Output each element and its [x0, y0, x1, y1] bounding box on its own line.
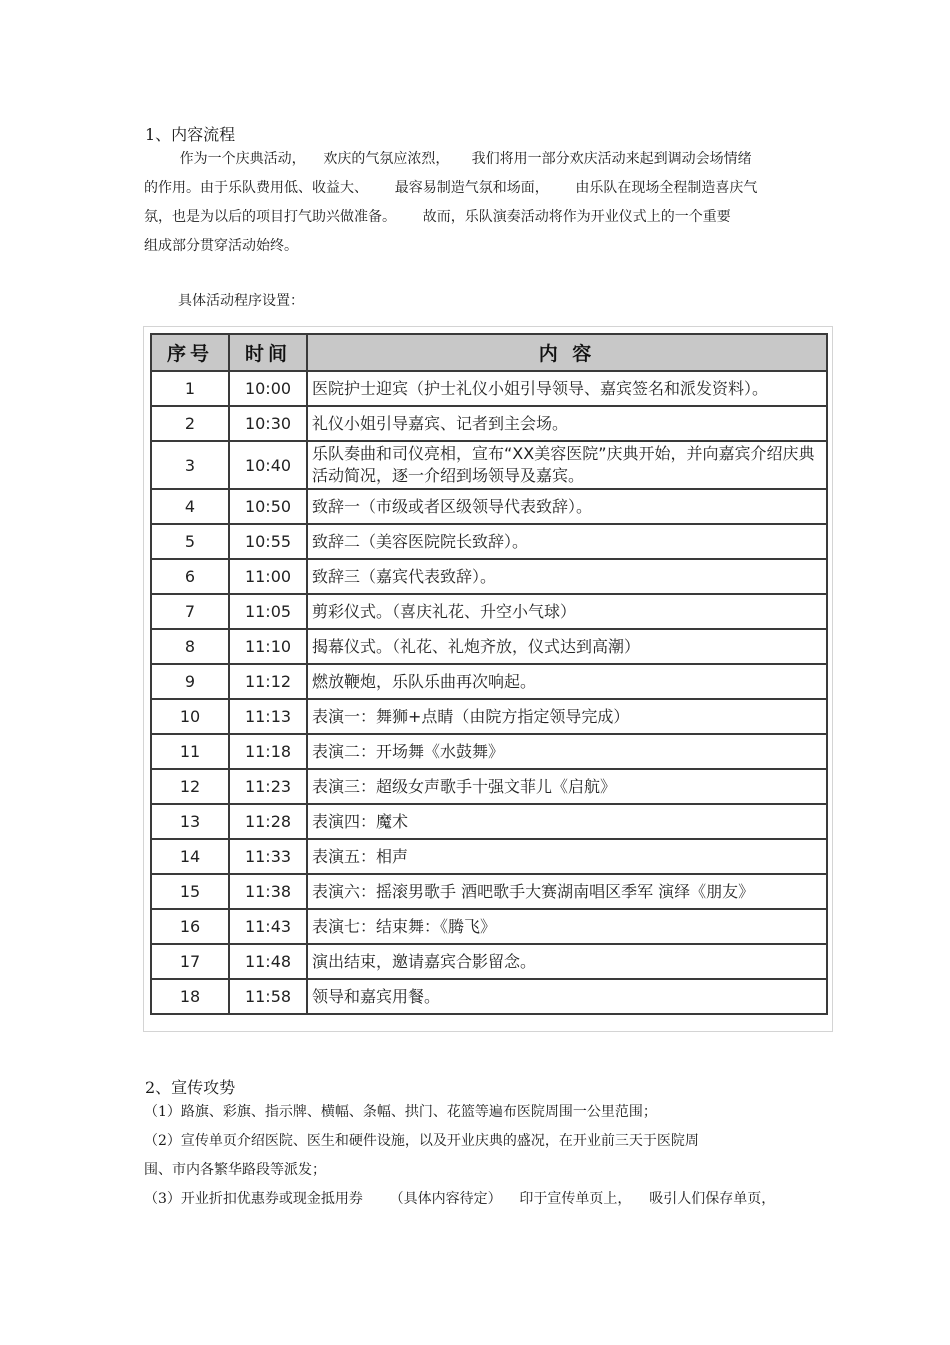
row-content: 医院护士迎宾（护士礼仪小姐引导领导、嘉宾签名和派发资料）。: [307, 371, 827, 406]
row-time: 11:05: [229, 594, 307, 629]
table-row: [151, 371, 827, 406]
row-number: 13: [151, 804, 229, 839]
row-time: 11:38: [229, 874, 307, 909]
paragraph-line: 的作用。由于乐队费用低、收益大、 最容易制造气氛和场面， 由乐队在现场全程制造喜庆气: [144, 180, 758, 196]
row-content: 领导和嘉宾用餐。: [307, 979, 827, 1014]
row-number: 3: [151, 441, 229, 489]
row-number: 2: [151, 406, 229, 441]
table-row: [151, 524, 827, 559]
header-content: 内 容: [307, 334, 827, 371]
row-content: 乐队奏曲和司仪亮相，宣布“XX美容医院”庆典开始，并向嘉宾介绍庆典活动简况，逐一介绍到场领导及嘉宾。: [307, 441, 827, 489]
row-time: 11:12: [229, 664, 307, 699]
section-1-paragraph: [144, 145, 794, 261]
row-content: 表演二：开场舞《水鼓舞》: [307, 734, 827, 769]
row-number: 11: [151, 734, 229, 769]
header-time: 时间: [229, 334, 307, 371]
table-row: [151, 839, 827, 874]
row-number: 7: [151, 594, 229, 629]
row-number: 9: [151, 664, 229, 699]
row-time: 11:48: [229, 944, 307, 979]
row-number: 10: [151, 699, 229, 734]
list-item: （2）宣传单页介绍医院、医生和硬件设施，以及开业庆典的盛况，在开业前三天于医院周: [144, 1133, 699, 1149]
row-number: 17: [151, 944, 229, 979]
table-row: [151, 909, 827, 944]
table-row: [151, 979, 827, 1014]
row-number: 18: [151, 979, 229, 1014]
row-content: 表演四：魔术: [307, 804, 827, 839]
row-time: 11:13: [229, 699, 307, 734]
row-content: 礼仪小姐引导嘉宾、记者到主会场。: [307, 406, 827, 441]
row-content: 致辞一（市级或者区级领导代表致辞）。: [307, 489, 827, 524]
table-row: [151, 559, 827, 594]
section-2-heading: 2、宣传攻势: [145, 1078, 236, 1097]
program-setup-label: 具体活动程序设置：: [178, 293, 304, 309]
row-number: 16: [151, 909, 229, 944]
row-number: 6: [151, 559, 229, 594]
schedule-table-frame: [143, 326, 833, 1032]
row-time: 11:58: [229, 979, 307, 1014]
row-time: 11:10: [229, 629, 307, 664]
row-content: 表演七：结束舞：《腾飞》: [307, 909, 827, 944]
row-content: 表演一：舞狮+点睛（由院方指定领导完成）: [307, 699, 827, 734]
row-number: 4: [151, 489, 229, 524]
row-time: 11:33: [229, 839, 307, 874]
list-item: （3）开业折扣优惠券或现金抵用券 （具体内容待定） 印于宣传单页上， 吸引人们保存单页，: [144, 1191, 776, 1207]
row-time: 11:28: [229, 804, 307, 839]
row-time: 11:43: [229, 909, 307, 944]
table-row: [151, 629, 827, 664]
table-row: [151, 769, 827, 804]
row-number: 5: [151, 524, 229, 559]
paragraph-line: 组成部分贯穿活动始终。: [144, 238, 298, 254]
row-number: 14: [151, 839, 229, 874]
row-content: 剪彩仪式。（喜庆礼花、升空小气球）: [307, 594, 827, 629]
schedule-table: [150, 333, 828, 1015]
table-row: [151, 944, 827, 979]
row-time: 10:50: [229, 489, 307, 524]
table-row: [151, 874, 827, 909]
row-time: 11:18: [229, 734, 307, 769]
row-content: 燃放鞭炮，乐队乐曲再次响起。: [307, 664, 827, 699]
table-row: [151, 489, 827, 524]
section-2-list: [144, 1098, 775, 1214]
row-content: 致辞三（嘉宾代表致辞）。: [307, 559, 827, 594]
row-content: 表演六：摇滚男歌手 酒吧歌手大赛湖南唱区季军 演绎《朋友》: [307, 874, 827, 909]
row-content: 演出结束，邀请嘉宾合影留念。: [307, 944, 827, 979]
row-number: 15: [151, 874, 229, 909]
table-row: [151, 664, 827, 699]
row-time: 10:55: [229, 524, 307, 559]
list-item: 围、市内各繁华路段等派发；: [144, 1162, 326, 1178]
row-time: 10:40: [229, 441, 307, 489]
row-content: 揭幕仪式。（礼花、礼炮齐放，仪式达到高潮）: [307, 629, 827, 664]
list-item: （1）路旗、彩旗、指示牌、横幅、条幅、拱门、花篮等遍布医院周围一公里范围；: [144, 1104, 657, 1120]
row-number: 1: [151, 371, 229, 406]
row-time: 11:00: [229, 559, 307, 594]
table-row: [151, 406, 827, 441]
row-number: 8: [151, 629, 229, 664]
paragraph-line: 氛，也是为以后的项目打气助兴做准备。 故而，乐队演奏活动将作为开业仪式上的一个重要: [144, 209, 731, 225]
header-number: 序号: [151, 334, 229, 371]
table-row: [151, 441, 827, 489]
table-header-row: [151, 334, 827, 371]
paragraph-line: 作为一个庆典活动， 欢庆的气氛应浓烈， 我们将用一部分欢庆活动来起到调动会场情绪: [144, 151, 752, 167]
table-row: [151, 594, 827, 629]
table-row: [151, 699, 827, 734]
row-number: 12: [151, 769, 229, 804]
row-content: 致辞二（美容医院院长致辞）。: [307, 524, 827, 559]
row-time: 10:30: [229, 406, 307, 441]
table-row: [151, 734, 827, 769]
row-time: 11:23: [229, 769, 307, 804]
row-content: 表演三：超级女声歌手十强文菲儿《启航》: [307, 769, 827, 804]
row-time: 10:00: [229, 371, 307, 406]
table-row: [151, 804, 827, 839]
section-1-heading: 1、内容流程: [145, 125, 236, 144]
row-content: 表演五：相声: [307, 839, 827, 874]
